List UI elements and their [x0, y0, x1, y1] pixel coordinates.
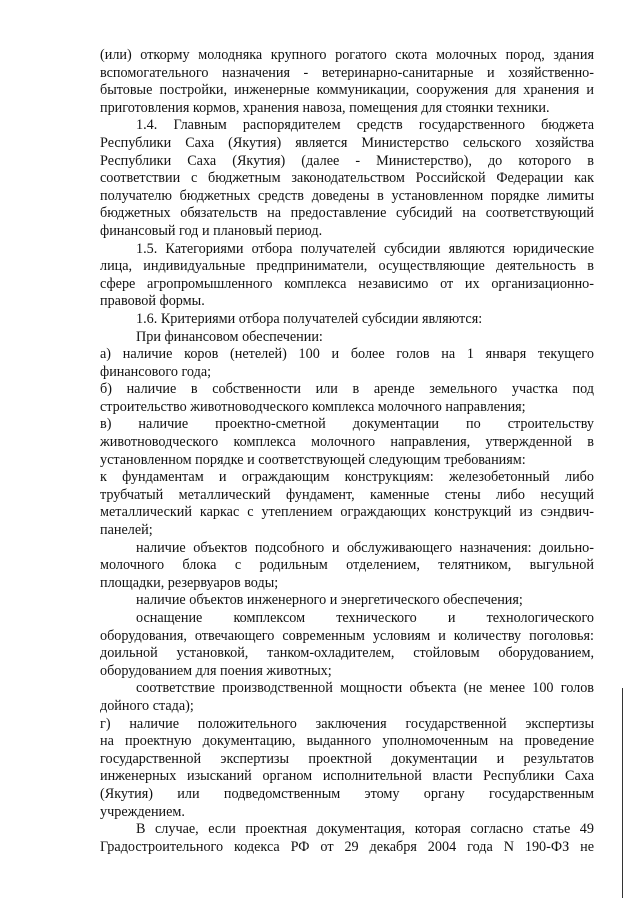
text-line: на проектную документацию, выданного уполномоченным на проведение — [100, 733, 594, 750]
text-line: металлический каркас с утеплением ограждающих конструкций из сэндвич- — [100, 504, 594, 521]
text-line: наличие объектов подсобного и обслуживающего назначения: доильно- — [136, 539, 594, 556]
text-line: учреждением. — [100, 803, 185, 820]
text-line: панелей; — [100, 522, 153, 539]
text-line: соответствие производственной мощности объекта (не менее 100 голов — [136, 680, 594, 697]
text-line: финансовый год и плановый период. — [100, 222, 323, 239]
text-line: (или) откорму молодняка крупного рогатого скота молочных пород, здания — [100, 47, 594, 63]
text-line: финансового года; — [100, 363, 212, 380]
text-line: установленном порядке и соответствующей следующим требованиям: — [100, 451, 526, 468]
text-line: г) наличие положительного заключения государственной экспертизы — [100, 715, 594, 732]
text-line: получателю бюджетных средств доведены в установленном порядке лимиты — [100, 187, 594, 204]
text-line: 1.4. Главным распорядителем средств государственного бюджета — [136, 117, 594, 134]
text-line: б) наличие в собственности или в аренде земельного участка под — [100, 381, 594, 398]
text-line: доильной установкой, танком-охладителем, стойловым оборудованием, — [100, 645, 594, 662]
text-line: В случае, если проектная документация, которая согласно статье 49 — [136, 821, 594, 838]
text-line: в) наличие проектно-сметной документации по строительству — [100, 416, 594, 433]
text-line: оборудованием для поения животных; — [100, 662, 332, 679]
text-line: Градостроительного кодекса РФ от 29 декабря 2004 года N 190-ФЗ не — [100, 838, 594, 855]
text-line: 1.6. Критериями отбора получателей субсидии являются: — [136, 310, 483, 327]
text-line: животноводческого комплекса молочного направления, утвержденной в — [100, 434, 594, 451]
text-line: площадки, резервуаров воды; — [100, 574, 279, 591]
text-line: сфере агропромышленного комплекса независимо от их организационно- — [100, 275, 594, 292]
page-edge-line — [622, 688, 623, 898]
text-line: Республики Саха (Якутия) (далее - Министерство), до которого в — [100, 152, 594, 169]
text-line: правовой формы. — [100, 293, 205, 310]
text-line: к фундаментам и ограждающим конструкциям: железобетонный либо — [100, 469, 594, 486]
text-line: строительство животноводческого комплекса молочного направления; — [100, 398, 526, 415]
text-line: наличие объектов инженерного и энергетического обеспечения; — [136, 592, 523, 609]
text-line: бытовые постройки, инженерные коммуникации, сооружения для хранения и — [100, 82, 594, 99]
text-line: а) наличие коров (нетелей) 100 и более голов на 1 января текущего — [100, 346, 594, 363]
text-line: молочного блока с родильным отделением, телятником, выгульной — [100, 557, 594, 574]
text-line: Республики Саха (Якутия) является Министерство сельского хозяйства — [100, 134, 594, 151]
text-line: оборудования, отвечающего современным условиям и количеству поголовья: — [100, 627, 594, 644]
text-line: 1.5. Категориями отбора получателей субсидии являются юридические — [136, 240, 594, 257]
text-line: дойного стада); — [100, 697, 194, 714]
text-line: бюджетных обязательств на предоставление субсидий на соответствующий — [100, 205, 594, 222]
text-line: инженерных изысканий органом исполнительной власти Республики Саха — [100, 768, 594, 785]
text-line: лица, индивидуальные предприниматели, осуществляющие деятельность в — [100, 258, 594, 275]
text-line: оснащение комплексом технического и технологического — [136, 610, 594, 626]
text-line: (Якутия) или подведомственным этому органу государственным — [100, 785, 594, 802]
text-line: соответствии с бюджетным законодательством Российской Федерации как — [100, 170, 594, 187]
text-line: государственной экспертизы проектной документации и результатов — [100, 750, 594, 767]
document-body — [100, 47, 594, 856]
text-line: При финансовом обеспечении: — [136, 328, 323, 345]
text-line: трубчатый металлический фундамент, каменные стены либо несущий — [100, 486, 594, 503]
text-line: вспомогательного назначения - ветеринарно-санитарные и хозяйственно- — [100, 64, 594, 81]
text-line: приготовления кормов, хранения навоза, помещения для стоянки техники. — [100, 99, 550, 116]
